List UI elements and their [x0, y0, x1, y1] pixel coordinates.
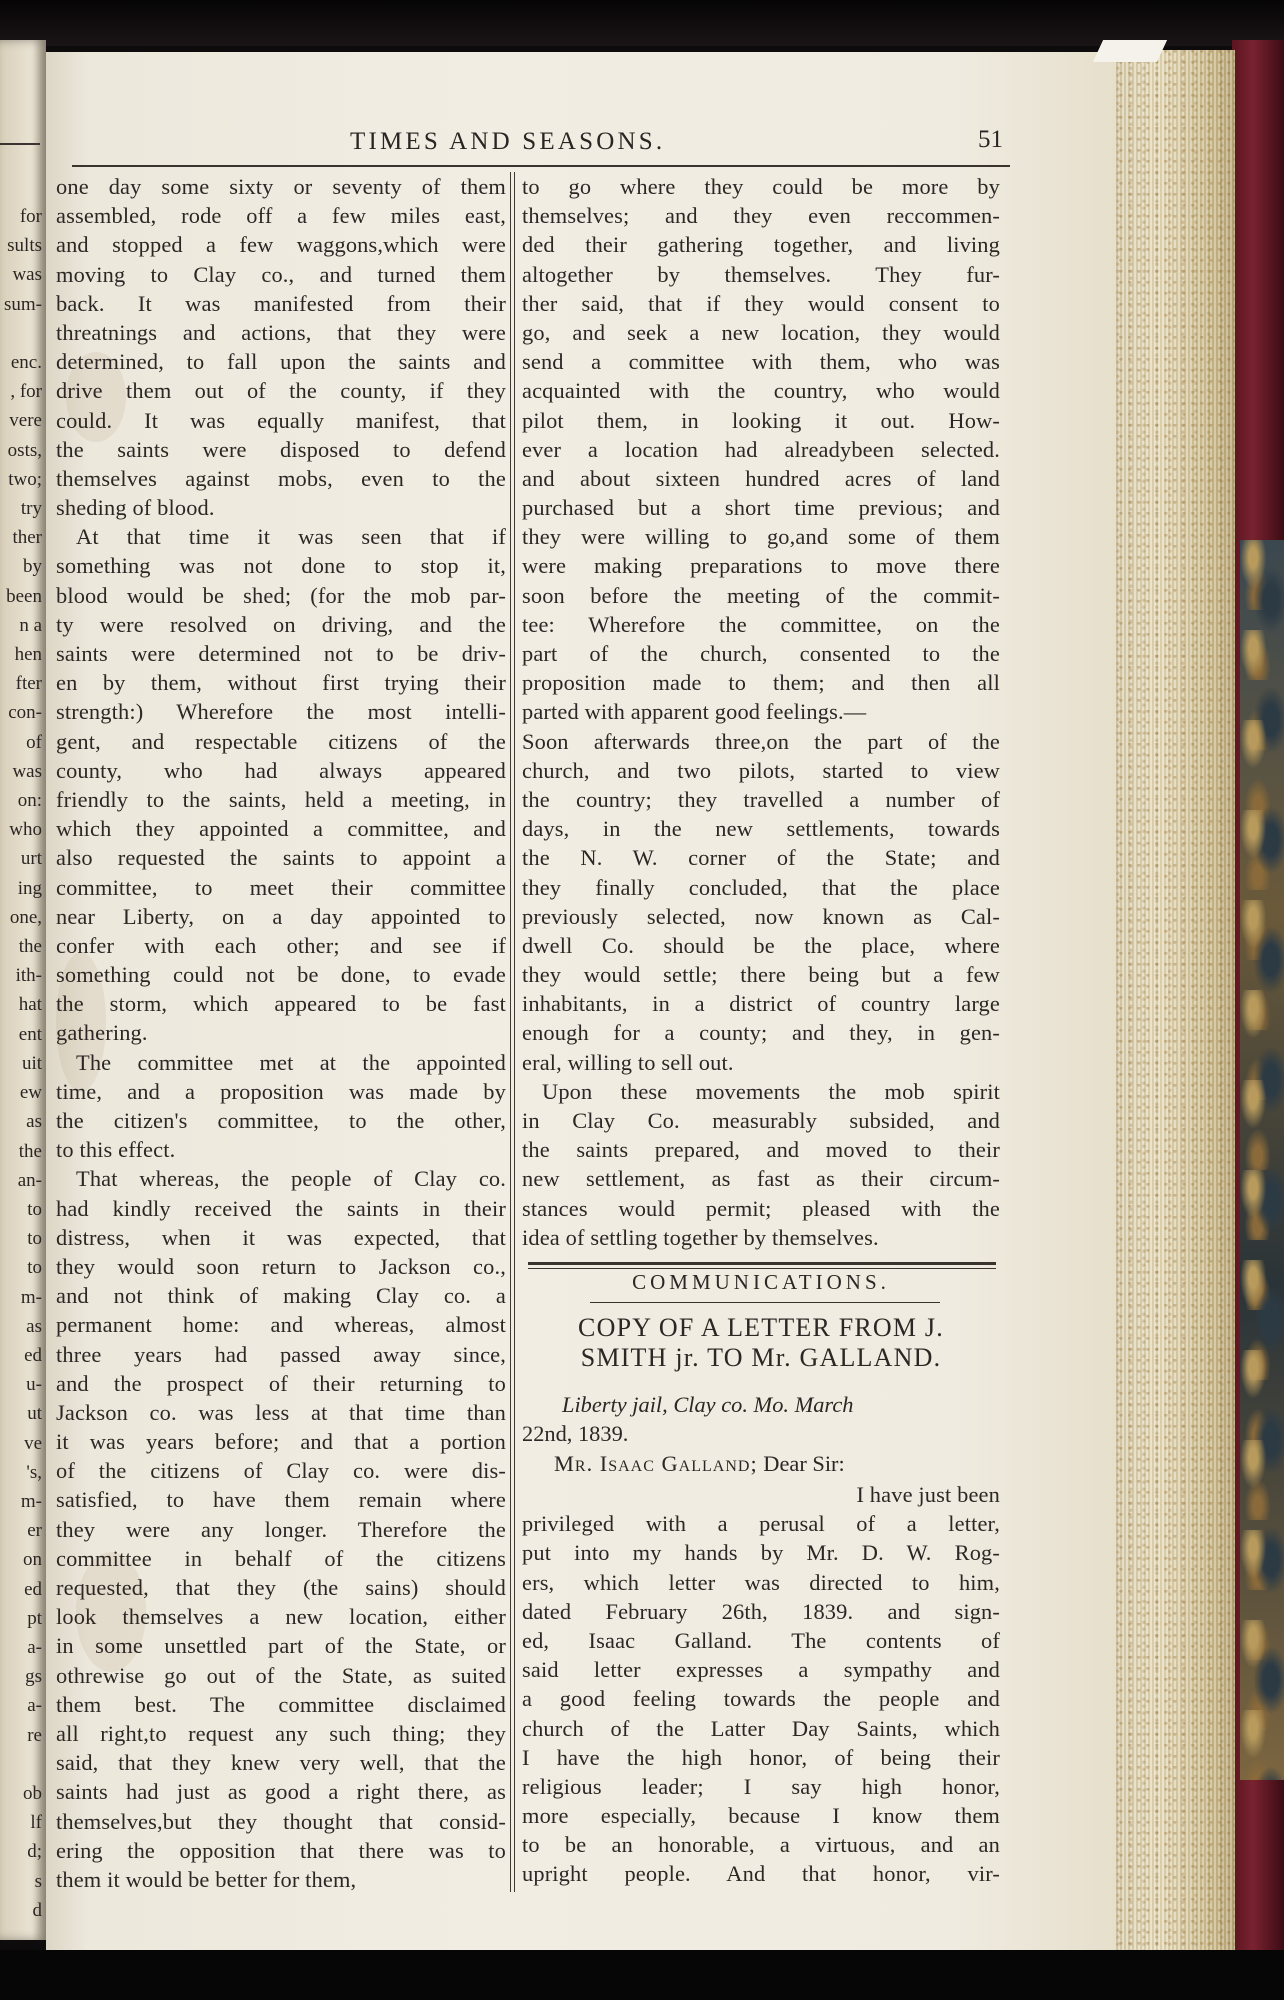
facing-page-fragment: s [34, 1870, 42, 1892]
letter-title-line-1: COPY OF A LETTER FROM J. [578, 1313, 944, 1342]
text-line: the citizen's committee, to the other, [56, 1108, 506, 1133]
text-line: requested, that they (the sains) should [56, 1575, 506, 1600]
marbled-endpaper [1240, 540, 1284, 1780]
facing-page-fragment: 's, [26, 1461, 42, 1483]
text-line: The committee met at the appointed [76, 1049, 506, 1075]
text-line: said, that they knew very well, that the [56, 1750, 506, 1776]
letter-body [522, 1480, 1000, 1889]
text-line: ded their gathering together, and living [522, 232, 1000, 258]
facing-page-fragment [4, 319, 42, 348]
facing-page-fragment: ed [24, 1344, 42, 1366]
text-line: dated February 26th, 1839. and sign- [522, 1598, 1000, 1624]
text-line: Upon these movements the mob spirit [542, 1078, 1000, 1104]
text-line: saints were determined not to be driv- [56, 641, 506, 666]
text-line: ther said, that if they would consent to [522, 290, 1000, 316]
facing-page-fragment: one, [9, 906, 42, 928]
text-line: church, and two pilots, started to view [522, 757, 1000, 783]
facing-page-fragment: a- [27, 1636, 42, 1658]
text-line: in Clay Co. measurably subsided, and [522, 1108, 1000, 1133]
facing-page-fragment: pt [27, 1607, 42, 1629]
text-line: stances would permit; pleased with the [522, 1195, 1000, 1221]
salutation [554, 1451, 845, 1477]
text-line: religious leader; I say high honor, [522, 1773, 1000, 1799]
text-line: permanent home: and whereas, almost [56, 1312, 506, 1338]
text-line: to go where they could be more by [522, 174, 1000, 199]
text-line: one day some sixty or seventy of them [56, 174, 506, 199]
facing-page-fragment: er [27, 1520, 42, 1542]
text-line: pilot them, in looking it out. How- [522, 407, 1000, 433]
text-line: That whereas, the people of Clay co. [76, 1166, 506, 1192]
facing-page-fragment: to [27, 1257, 42, 1279]
facing-page-fragment: for [19, 206, 42, 227]
text-line: inhabitants, in a district of country large [522, 991, 1000, 1017]
text-line: part of the church, consented to the [522, 641, 1000, 666]
text-line: threatnings and actions, that they were [56, 319, 506, 345]
text-line: near Liberty, on a day appointed to [56, 903, 506, 929]
text-line: of the citizens of Clay co. were dis- [56, 1458, 506, 1484]
section-rule [528, 1262, 996, 1265]
dateline-line-2: 22nd, 1839. [522, 1421, 629, 1447]
text-line: altogether by themselves. They fur- [522, 261, 1000, 287]
text-line: purchased but a short time previous; and [522, 495, 1000, 521]
facing-page-fragment: fter [15, 673, 42, 695]
running-head: TIMES AND SEASONS. [350, 128, 666, 155]
right-column [522, 172, 1000, 1252]
text-line: eral, willing to sell out. [522, 1049, 734, 1075]
background-top [0, 0, 1284, 46]
folded-corner [1093, 40, 1167, 62]
text-line: and the prospect of their returning to [56, 1370, 506, 1396]
page-number: 51 [978, 126, 1003, 153]
facing-page-text [4, 202, 42, 1925]
facing-page-fragment: was [12, 264, 42, 286]
facing-page-fragment: hen [14, 644, 42, 666]
text-line: confer with each other; and see if [56, 932, 506, 958]
text-line: something was not done to stop it, [56, 553, 506, 579]
text-line: friendly to the saints, held a meeting, in [56, 786, 506, 812]
facing-page-fragment: u- [26, 1374, 42, 1396]
text-line: moving to Clay co., and turned them [56, 261, 506, 287]
facing-page-fragment: try [20, 498, 42, 520]
facing-page-fragment: m- [20, 1490, 42, 1512]
text-line: ty were resolved on driving, and the [56, 611, 506, 637]
facing-page-fragment: two; [8, 468, 42, 490]
header-rule [72, 165, 1010, 167]
facing-page-fragment: re [27, 1724, 42, 1746]
text-line: parted with apparent good feelings.— [522, 699, 867, 725]
facing-page-fragment: ther [12, 527, 42, 549]
text-line: previously selected, now known as Cal- [522, 903, 1000, 929]
facing-page-fragment: on: [17, 790, 42, 812]
facing-page-fragment: sults [7, 235, 42, 257]
text-line: were making preparations to move there [522, 553, 1000, 579]
text-line: distress, when it was expected, that [56, 1224, 506, 1250]
facing-page-fragment: as [26, 1111, 42, 1133]
text-line: three years had passed away since, [56, 1341, 506, 1367]
text-line: ering the opposition that there was to [56, 1837, 506, 1863]
text-line: ers, which letter was directed to him, [522, 1569, 1000, 1595]
text-line: also requested the saints to appoint a [56, 845, 506, 871]
text-line: At that time it was seen that if [76, 524, 506, 550]
text-line: I have just been [856, 1482, 1000, 1507]
text-line: determined, to fall upon the saints and [56, 349, 506, 375]
text-line: church of the Latter Day Saints, which [522, 1715, 1000, 1741]
facing-page-fragment: d [32, 1899, 42, 1921]
facing-page-fragment: an- [17, 1169, 42, 1191]
facing-page-fragment: con- [8, 702, 42, 724]
text-line: had kindly received the saints in their [56, 1195, 506, 1221]
text-line: they were any longer. Therefore the [56, 1516, 506, 1542]
text-line: en by them, without first trying their [56, 670, 506, 696]
facing-page-fragment: m- [20, 1286, 42, 1308]
facing-page-fragment: ew [19, 1082, 42, 1104]
text-line: to this effect. [56, 1137, 176, 1163]
background-bottom [0, 1950, 1284, 2000]
text-line: they finally concluded, that the place [522, 874, 1000, 900]
dateline [522, 1390, 1000, 1448]
text-line: put into my hands by Mr. D. W. Rog- [522, 1540, 1000, 1566]
text-line: them best. The committee disclaimed [56, 1691, 506, 1717]
text-line: said letter expresses a sympathy and [522, 1657, 1000, 1683]
column-divider [510, 172, 515, 1892]
text-line: more especially, because I know them [522, 1803, 1000, 1829]
text-line: satisfied, to have them remain where [56, 1487, 506, 1513]
salutation-name: Mr. Isaac Galland; [554, 1451, 758, 1476]
facing-page-fragment: osts, [7, 439, 42, 461]
text-line: enough for a county; and they, in gen- [522, 1020, 1000, 1046]
text-line: days, in the new settlements, towards [522, 816, 1000, 842]
facing-page-fragment: as [26, 1315, 42, 1337]
page-edges [1110, 50, 1235, 1950]
facing-page-fragment: who [9, 819, 42, 841]
facing-page-fragment: the [18, 1140, 42, 1162]
text-line: saints had just as good a right there, as [56, 1779, 506, 1805]
facing-page-fragment: on [23, 1549, 42, 1571]
facing-page-fragment: ve [24, 1432, 42, 1454]
text-line: Soon afterwards three,on the part of the [522, 728, 1000, 754]
text-line: sheding of blood. [56, 495, 215, 521]
left-column [56, 172, 506, 1894]
text-line: ed, Isaac Galland. The contents of [522, 1627, 1000, 1653]
text-line: othrewise go out of the State, as suited [56, 1662, 506, 1688]
facing-page-fragment: ent [18, 1023, 42, 1045]
facing-page-fragment: n a [19, 614, 42, 636]
text-line: a good feeling towards the people and [522, 1686, 1000, 1712]
text-line: send a committee with them, who was [522, 349, 1000, 375]
text-line: drive them out of the county, if they [56, 378, 506, 404]
text-line: soon before the meeting of the commit- [522, 582, 1000, 608]
text-line: they were willing to go,and some of them [522, 524, 1000, 550]
text-line: all right,to request any such thing; they [56, 1720, 506, 1746]
facing-page-fragment: was [12, 760, 42, 782]
letter-title-line-2: SMITH jr. TO Mr. GALLAND. [580, 1343, 942, 1372]
text-line: themselves; and they even reccommen- [522, 203, 1000, 229]
facing-page-fragment: sum- [4, 293, 42, 315]
facing-page-fragment: gs [25, 1666, 42, 1688]
text-line: gent, and respectable citizens of the [56, 728, 506, 754]
text-line: go, and seek a new location, they would [522, 319, 1000, 345]
facing-page-fragment: uit [21, 1052, 42, 1074]
facing-page-fragment: been [6, 585, 42, 607]
heading-underline [590, 1302, 940, 1303]
text-line: the storm, which appeared to be fast [56, 991, 506, 1017]
facing-page-fragment: urt [20, 848, 42, 870]
text-line: gathering. [56, 1020, 148, 1046]
text-line: upright people. And that honor, vir- [522, 1861, 1000, 1887]
facing-page-fragment: ith- [15, 965, 42, 987]
facing-page-fragment: d; [27, 1841, 42, 1863]
text-line: the N. W. corner of the State; and [522, 845, 1000, 871]
text-line: committee, to meet their committee [56, 874, 506, 900]
facing-page-fragment: vere [9, 410, 42, 432]
text-line: strength:) Wherefore the most intelli- [56, 699, 506, 725]
text-line: proposition made to them; and then all [522, 670, 1000, 696]
facing-page-fragment: to [27, 1198, 42, 1220]
text-line: back. It was manifested from their [56, 290, 506, 316]
text-line: could. It was equally manifest, that [56, 407, 506, 433]
text-line: to be an honorable, a virtuous, and an [522, 1832, 1000, 1858]
text-line: the country; they travelled a number of [522, 786, 1000, 812]
facing-page-fragment: of [26, 731, 42, 753]
text-line: I have the high honor, of being their [522, 1744, 1000, 1770]
text-line: it was years before; and that a portion [56, 1429, 506, 1455]
text-line: idea of settling together by themselves. [522, 1224, 879, 1250]
text-line: and not think of making Clay co. a [56, 1283, 506, 1309]
text-line: county, who had always appeared [56, 757, 506, 783]
text-line: and about sixteen hundred acres of land [522, 465, 1000, 491]
facing-page-strip [0, 40, 46, 1940]
facing-page-fragment: , for [10, 381, 42, 403]
text-line: tee: Wherefore the committee, on the [522, 611, 1000, 637]
text-line: them it would be better for them, [56, 1866, 357, 1892]
text-line: they would settle; there being but a few [522, 962, 1000, 988]
text-line: dwell Co. should be the place, where [522, 932, 1000, 958]
text-line: themselves,but they thought that consid- [56, 1808, 506, 1834]
facing-page-fragment: ed [24, 1578, 42, 1600]
facing-page-fragment: lf [30, 1812, 42, 1834]
communications-heading: COMMUNICATIONS. [632, 1270, 890, 1294]
section-rule-thin [528, 1268, 996, 1269]
text-line: committee in behalf of the citizens [56, 1545, 506, 1571]
text-line: ever a location had alreadybeen selected. [522, 436, 1000, 462]
facing-page-fragment: ut [27, 1403, 42, 1425]
text-line: and stopped a few waggons,which were [56, 232, 506, 258]
facing-page-fragment: a- [27, 1695, 42, 1717]
text-line: the saints prepared, and moved to their [522, 1137, 1000, 1163]
text-line: the saints were disposed to defend [56, 436, 506, 462]
text-line: they would soon return to Jackson co., [56, 1253, 506, 1279]
salutation-greeting: Dear Sir: [763, 1451, 845, 1476]
text-line: Jackson co. was less at that time than [56, 1399, 506, 1425]
text-line: look themselves a new location, either [56, 1604, 506, 1630]
text-line: acquainted with the country, who would [522, 378, 1000, 404]
facing-page-fragment: to [27, 1228, 42, 1250]
facing-page-fragment: the [18, 936, 42, 958]
text-line: privileged with a perusal of a letter, [522, 1511, 1000, 1537]
dateline-line-1: Liberty jail, Clay co. Mo. March [562, 1392, 854, 1417]
text-line: blood would be shed; (for the mob par- [56, 582, 506, 608]
text-line: in some unsettled part of the State, or [56, 1633, 506, 1659]
text-line: something could not be done, to evade [56, 962, 506, 988]
text-line: themselves against mobs, even to the [56, 465, 506, 491]
text-line: which they appointed a committee, and [56, 816, 506, 842]
facing-page-fragment: enc. [10, 352, 42, 374]
facing-page-fragment: by [23, 556, 42, 578]
facing-page-fragment [4, 1750, 42, 1779]
facing-page-fragment: ob [23, 1782, 42, 1804]
text-line: assembled, rode off a few miles east, [56, 203, 506, 229]
text-line: new settlement, as fast as their circum- [522, 1166, 1000, 1192]
facing-page-fragment: hat [18, 994, 42, 1016]
text-line: time, and a proposition was made by [56, 1078, 506, 1104]
facing-page-fragment: ing [17, 877, 42, 899]
